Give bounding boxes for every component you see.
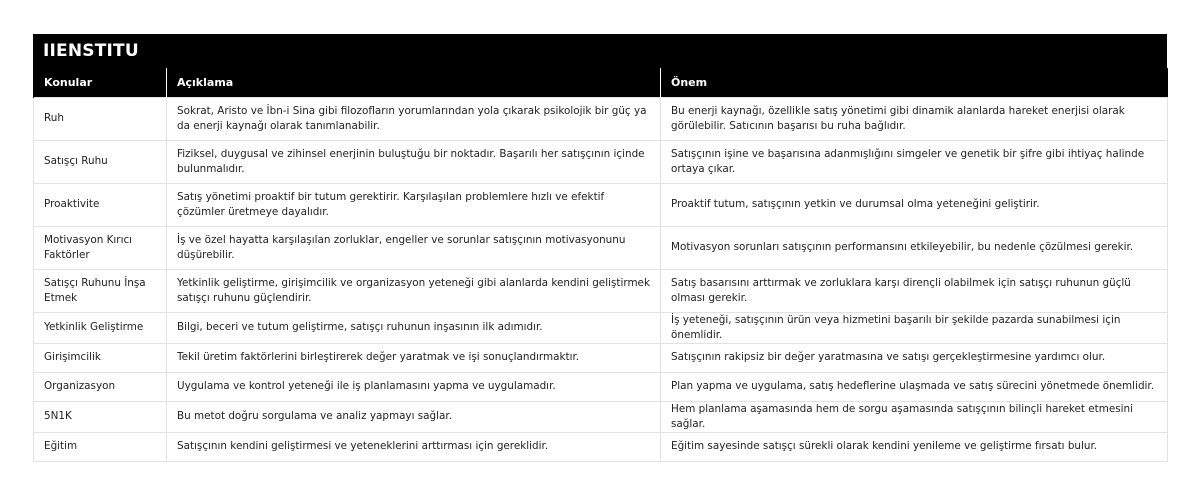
cell-importance: Eğitim sayesinde satışçı sürekli olarak kendini yenileme ve geliştirme fırsatı bulur. [661, 432, 1168, 461]
cell-topic: Motivasyon Kırıcı Faktörler [34, 226, 167, 269]
cell-description: Fiziksel, duygusal ve zihinsel enerjinin buluştuğu bir noktadır. Başarılı her satışçının içinde bulunmalıdır. [167, 140, 661, 183]
cell-importance: Satış basarısını arttırmak ve zorluklara karşı dirençli olabilmek için satışçı ruhunun güçlü olması gerekir. [661, 269, 1168, 312]
cell-description: İş ve özel hayatta karşılaşılan zorluklar, engeller ve sorunlar satışçının motivasyonunu düşürebilir. [167, 226, 661, 269]
column-header-importance: Önem [661, 68, 1168, 97]
table-header-row [34, 68, 1168, 97]
cell-importance: Hem planlama aşamasında hem de sorgu aşamasında satışçının bilinçli hareket etmesini sağlar. [661, 401, 1168, 432]
cell-topic: Organizasyon [34, 372, 167, 401]
table-row [34, 97, 1168, 140]
table-row [34, 372, 1168, 401]
column-header-description: Açıklama [167, 68, 661, 97]
cell-importance: İş yeteneği, satışçının ürün veya hizmetini başarılı bir şekilde pazarda sunabilmesi için önemlidir. [661, 312, 1168, 343]
cell-description: Tekil üretim faktörlerini birleştirerek değer yaratmak ve işi sonuçlandırmaktır. [167, 343, 661, 372]
cell-topic: Ruh [34, 97, 167, 140]
table-row [34, 269, 1168, 312]
brand-logo-text: IIENSTITU [43, 41, 139, 61]
cell-importance: Motivasyon sorunları satışçının performansını etkileyebilir, bu nedenle çözülmesi gerekir. [661, 226, 1168, 269]
cell-description: Yetkinlik geliştirme, girişimcilik ve organizasyon yeteneği gibi alanlarda kendini geliştirmek satışçı ruhunu güçlendirir. [167, 269, 661, 312]
cell-topic: Yetkinlik Geliştirme [34, 312, 167, 343]
cell-topic: Girişimcilik [34, 343, 167, 372]
table-row [34, 401, 1168, 432]
topics-table [33, 68, 1168, 462]
cell-importance: Bu enerji kaynağı, özellikle satış yönetimi gibi dinamik alanlarda hareket enerjisi olarak görülebilir. Satıcının başarısı bu ruha bağlıdır. [661, 97, 1168, 140]
cell-importance: Plan yapma ve uygulama, satış hedeflerine ulaşmada ve satış sürecini yönetmede önemlidir. [661, 372, 1168, 401]
brand-header [33, 34, 1167, 68]
cell-topic: Satışçı Ruhunu İnşa Etmek [34, 269, 167, 312]
cell-description: Sokrat, Aristo ve İbn-i Sina gibi filozofların yorumlarından yola çıkarak psikolojik bir güç ya da enerji kaynağı olarak tanımlanabilir. [167, 97, 661, 140]
content-table-container [33, 34, 1167, 462]
cell-topic: 5N1K [34, 401, 167, 432]
cell-topic: Eğitim [34, 432, 167, 461]
table-row [34, 226, 1168, 269]
table-row [34, 432, 1168, 461]
cell-description: Uygulama ve kontrol yeteneği ile iş planlamasını yapma ve uygulamadır. [167, 372, 661, 401]
cell-importance: Satışçının rakipsiz bir değer yaratmasına ve satışı gerçekleştirmesine yardımcı olur. [661, 343, 1168, 372]
cell-description: Satış yönetimi proaktif bir tutum gerektirir. Karşılaşılan problemlere hızlı ve efektif çözümler üretmeye dayalıdır. [167, 183, 661, 226]
table-row [34, 140, 1168, 183]
cell-description: Satışçının kendini geliştirmesi ve yeteneklerini arttırması için gereklidir. [167, 432, 661, 461]
cell-description: Bu metot doğru sorgulama ve analiz yapmayı sağlar. [167, 401, 661, 432]
table-row [34, 343, 1168, 372]
cell-importance: Proaktif tutum, satışçının yetkin ve durumsal olma yeteneğini geliştirir. [661, 183, 1168, 226]
table-row [34, 312, 1168, 343]
cell-topic: Satışçı Ruhu [34, 140, 167, 183]
column-header-topic: Konular [34, 68, 167, 97]
table-row [34, 183, 1168, 226]
cell-importance: Satışçının işine ve başarısına adanmışlığını simgeler ve genetik bir şifre gibi ihtiyaç halinde ortaya çıkar. [661, 140, 1168, 183]
cell-topic: Proaktivite [34, 183, 167, 226]
cell-description: Bilgi, beceri ve tutum geliştirme, satışçı ruhunun inşasının ilk adımıdır. [167, 312, 661, 343]
